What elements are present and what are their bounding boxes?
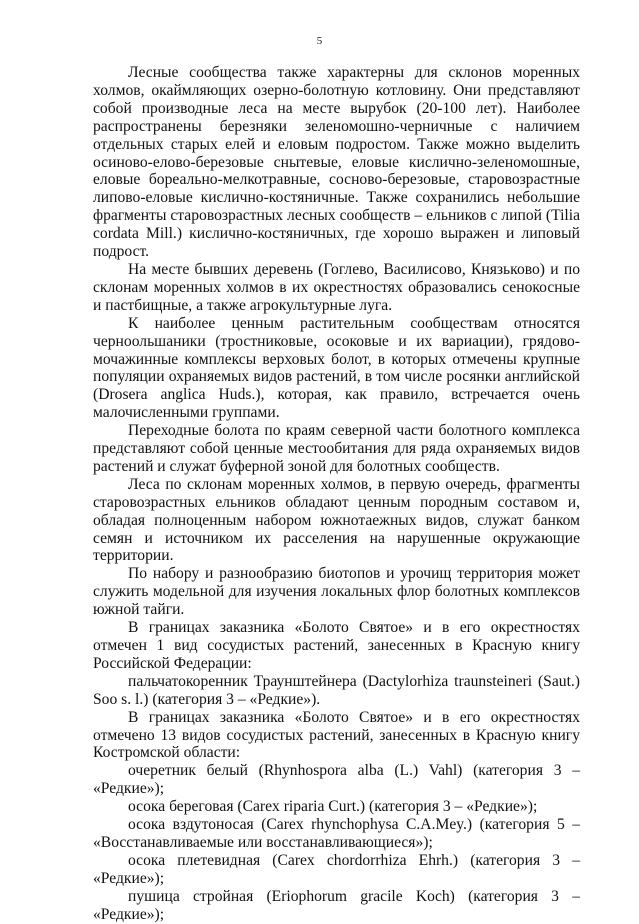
paragraph-meadows: На месте бывших деревень (Гоглево, Василисово, Князьково) и по склонам моренных холмов в их окрестностях образовались сенокосные и пастбищные, а также агрокультурные луга.: [93, 260, 580, 314]
paragraph-federal-red-book: В границах заказника «Болото Святое» и в его окрестностях отмечен 1 вид сосудистых растений, занесенных в Красную книгу Российской Федерации:: [93, 619, 580, 672]
document-body: [93, 64, 580, 924]
species-item-rhynhospora: очеретник белый (Rhynhospora alba (L.) Vahl) (категория 3 – «Редкие»);: [93, 762, 580, 798]
paragraph-forest-communities: Лесные сообщества также характерны для склонов моренных холмов, окаймляющих озерно-болотную котловину. Они представляют собой производные леса на месте вырубок (20-100 лет). Наиболее распространены березняки зеленомошно-черничные с наличием отдельных старых елей и еловым подростом. Также можно выделить осиново-елово-березовые снытевые, еловые кислично-зеленомошные, еловые бореально-мелкотравные, сосново-березовые, старовозрастные липово-еловые кислично-костяничные. Также сохранились небольшие фрагменты старовозрастных лесных сообществ – ельников с липой (Tilia cordata Mill.) кислично-костяничных, где хорошо выражен и липовый подрост.: [93, 64, 580, 261]
paragraph-regional-red-book: В границах заказника «Болото Святое» и в его окрестностях отмечено 13 видов сосудистых растений, занесенных в Красную книгу Костромской области:: [93, 708, 580, 762]
paragraph-transitional-bogs: Переходные болота по краям северной части болотного комплекса представляют собой ценные местообитания для ряда охраняемых видов растений и служат буферной зоной для болотных сообществ.: [93, 422, 580, 475]
species-item-dactylorhiza: пальчатокоренник Траунштейнера (Dactylorhiza traunsteineri (Saut.) Soo s. l.) (категория 3 – «Редкие»).: [93, 672, 580, 708]
paragraph-moraine-forests: Леса по склонам моренных холмов, в первую очередь, фрагменты старовозрастных ельников обладают ценным породным составом и, обладая полноценным набором южнотаежных видов, служат банком семян и источником их расселения на нарушенные окружающие территории.: [93, 475, 580, 565]
species-item-carex-riparia: осока береговая (Carex riparia Curt.) (категория 3 – «Редкие»);: [128, 798, 538, 816]
species-item-carex-chordorrhiza: осока плетевидная (Carex chordorrhiza Ehrh.) (категория 3 – «Редкие»);: [93, 851, 580, 887]
paragraph-model-territory: По набору и разнообразию биотопов и урочищ территория может служить модельной для изучения локальных флор болотных комплексов южной тайги.: [93, 565, 580, 619]
page-number: 5: [316, 35, 323, 47]
species-item-eriophorum: пушица стройная (Eriophorum gracile Koch) (категория 3 – «Редкие»);: [93, 887, 580, 923]
species-item-carex-rhynchophysa: осока вздутоносая (Carex rhynchophysa C.A.Mey.) (категория 5 – «Восстанавливаемые или восстанавливающиеся»);: [93, 816, 580, 851]
paragraph-valuable-communities: К наиболее ценным растительным сообществам относятся черноольшаники (тростниковые, осоковые и их вариации), грядово-мочажинные комплексы верховых болот, в которых отмечены крупные популяции охраняемых видов растений, в том числе росянки английской (Drosera anglica Huds.), которая, как правило, встречается очень малочисленными группами.: [93, 314, 580, 422]
